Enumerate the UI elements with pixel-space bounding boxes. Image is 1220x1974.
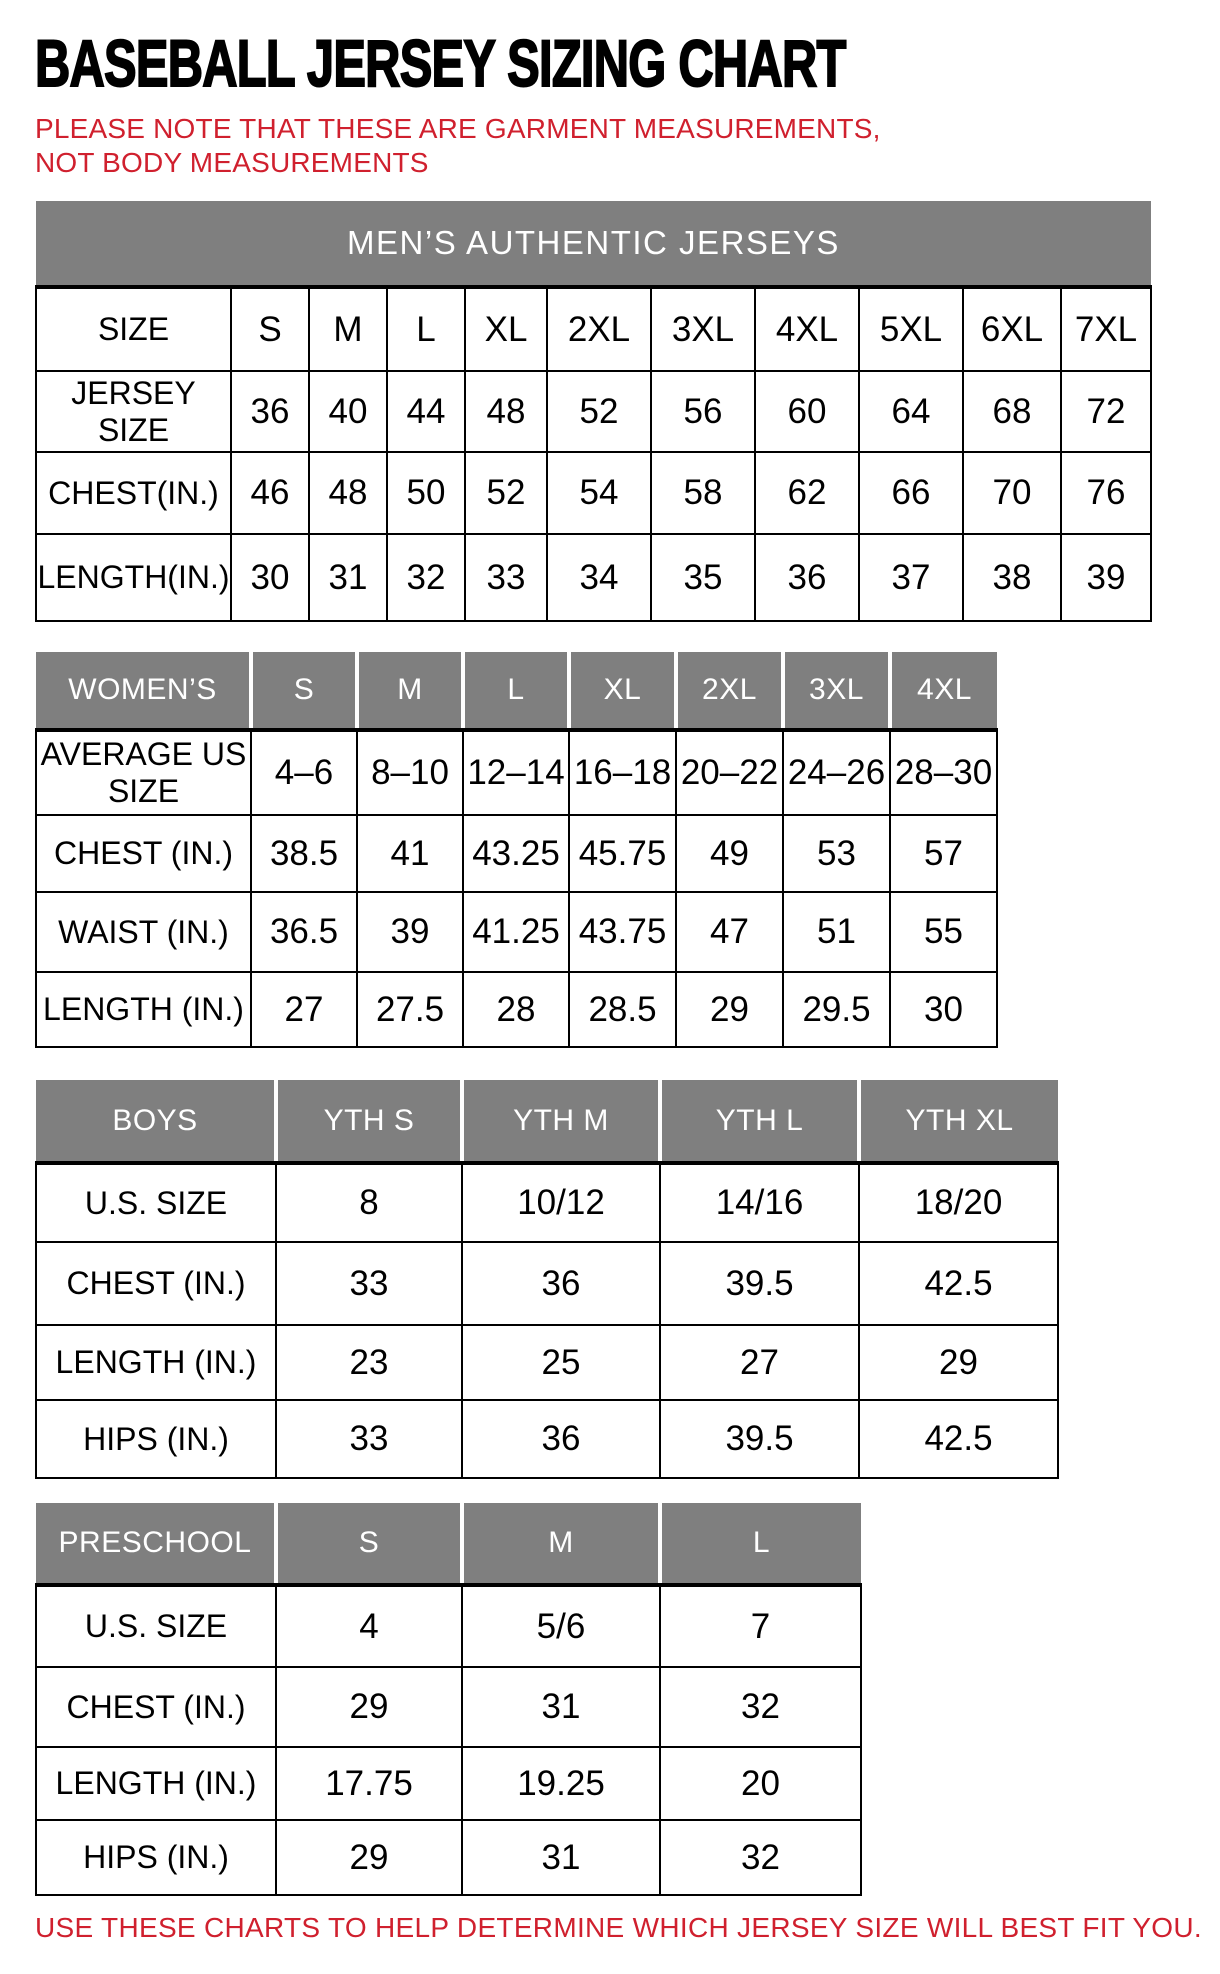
cell: 3XL [651,287,755,371]
cell: 38.5 [251,815,357,892]
column-header: BOYS [36,1080,276,1163]
cell: 29 [276,1820,462,1895]
table-row [36,1585,861,1667]
table-header-row [36,1503,861,1585]
fit-advice-note: USE THESE CHARTS TO HELP DETERMINE WHICH JERSEY SIZE WILL BEST FIT YOU. [35,1912,1202,1944]
cell: 14/16 [660,1163,859,1242]
cell: 31 [462,1820,660,1895]
cell: 46 [231,452,309,534]
cell: 33 [465,534,547,621]
cell: 16–18 [569,730,676,815]
table-row [36,1820,861,1895]
cell: 4–6 [251,730,357,815]
cell: 47 [676,892,783,972]
cell: 42.5 [859,1400,1058,1478]
cell: 36 [462,1242,660,1325]
table-row [36,730,997,815]
cell: S [231,287,309,371]
cell: L [387,287,465,371]
row-label: JERSEY SIZE [36,371,231,452]
cell: 72 [1061,371,1151,452]
cell: 35 [651,534,755,621]
table-row [36,1163,1058,1242]
cell: 56 [651,371,755,452]
cell: 19.25 [462,1747,660,1820]
row-label: SIZE [36,287,231,371]
cell: 64 [859,371,963,452]
cell: 43.75 [569,892,676,972]
column-header: PRESCHOOL [36,1503,276,1585]
womens-sizing-table [35,652,998,1048]
cell: 52 [547,371,651,452]
cell: 30 [890,972,997,1047]
cell: 39 [357,892,463,972]
cell: 52 [465,452,547,534]
column-header: S [251,652,357,730]
garment-measurements-note: PLEASE NOTE THAT THESE ARE GARMENT MEASUREMENTS, NOT BODY MEASUREMENTS [35,113,881,178]
cell: 43.25 [463,815,569,892]
cell: 36 [755,534,859,621]
cell: M [309,287,387,371]
cell: 30 [231,534,309,621]
row-label: WAIST (IN.) [36,892,251,972]
cell: 38 [963,534,1061,621]
boys-sizing-table [35,1080,1059,1479]
table-header-row [36,652,997,730]
cell: 7 [660,1585,861,1667]
cell: 29.5 [783,972,890,1047]
column-header: 2XL [676,652,783,730]
row-label: LENGTH (IN.) [36,1747,276,1820]
table-header-row [36,201,1151,287]
cell: 29 [676,972,783,1047]
preschool-sizing-table [35,1503,862,1896]
table-row [36,1325,1058,1400]
cell: 60 [755,371,859,452]
cell: 44 [387,371,465,452]
table-row [36,892,997,972]
cell: 51 [783,892,890,972]
cell: 32 [660,1667,861,1747]
column-header: WOMEN’S [36,652,251,730]
cell: 36 [462,1400,660,1478]
cell: 10/12 [462,1163,660,1242]
cell: 49 [676,815,783,892]
cell: 33 [276,1400,462,1478]
cell: 66 [859,452,963,534]
table-row [36,815,997,892]
cell: 32 [660,1820,861,1895]
cell: 39.5 [660,1400,859,1478]
row-label: CHEST(IN.) [36,452,231,534]
column-header: YTH L [660,1080,859,1163]
cell: 27 [251,972,357,1047]
cell: 20–22 [676,730,783,815]
row-label: U.S. SIZE [36,1163,276,1242]
cell: 31 [309,534,387,621]
cell: 50 [387,452,465,534]
cell: 48 [309,452,387,534]
cell: 36 [231,371,309,452]
cell: XL [465,287,547,371]
column-header: S [276,1503,462,1585]
cell: 36.5 [251,892,357,972]
row-label: CHEST (IN.) [36,1242,276,1325]
cell: 5XL [859,287,963,371]
cell: 45.75 [569,815,676,892]
column-header: M [462,1503,660,1585]
cell: 54 [547,452,651,534]
page-title: BASEBALL JERSEY SIZING CHART [35,26,846,100]
mens-sizing-table [35,201,1152,622]
cell: 17.75 [276,1747,462,1820]
cell: 6XL [963,287,1061,371]
cell: 27 [660,1325,859,1400]
cell: 28–30 [890,730,997,815]
cell: 4XL [755,287,859,371]
cell: 20 [660,1747,861,1820]
table-row [36,371,1151,452]
table-row [36,534,1151,621]
cell: 68 [963,371,1061,452]
cell: 32 [387,534,465,621]
table-row [36,452,1151,534]
cell: 29 [859,1325,1058,1400]
cell: 39.5 [660,1242,859,1325]
cell: 2XL [547,287,651,371]
cell: 4 [276,1585,462,1667]
cell: 27.5 [357,972,463,1047]
row-label: LENGTH (IN.) [36,972,251,1047]
table-row [36,1242,1058,1325]
table-row [36,287,1151,371]
table-row [36,1747,861,1820]
column-header: 4XL [890,652,997,730]
cell: 18/20 [859,1163,1058,1242]
cell: 62 [755,452,859,534]
cell: 48 [465,371,547,452]
cell: 41.25 [463,892,569,972]
row-label: CHEST (IN.) [36,1667,276,1747]
cell: 55 [890,892,997,972]
cell: 37 [859,534,963,621]
column-header: 3XL [783,652,890,730]
cell: 5/6 [462,1585,660,1667]
cell: 28.5 [569,972,676,1047]
table-row [36,972,997,1047]
column-header: YTH S [276,1080,462,1163]
mens-table-title: MEN’S AUTHENTIC JERSEYS [36,201,1151,287]
cell: 7XL [1061,287,1151,371]
cell: 8–10 [357,730,463,815]
cell: 23 [276,1325,462,1400]
row-label: LENGTH(IN.) [36,534,231,621]
cell: 42.5 [859,1242,1058,1325]
column-header: YTH XL [859,1080,1058,1163]
table-row [36,1400,1058,1478]
cell: 39 [1061,534,1151,621]
column-header: L [660,1503,861,1585]
cell: 34 [547,534,651,621]
column-header: YTH M [462,1080,660,1163]
cell: 41 [357,815,463,892]
row-label: LENGTH (IN.) [36,1325,276,1400]
row-label: HIPS (IN.) [36,1820,276,1895]
table-row [36,1667,861,1747]
cell: 40 [309,371,387,452]
cell: 33 [276,1242,462,1325]
row-label: CHEST (IN.) [36,815,251,892]
cell: 31 [462,1667,660,1747]
cell: 57 [890,815,997,892]
cell: 58 [651,452,755,534]
column-header: XL [569,652,676,730]
column-header: M [357,652,463,730]
cell: 53 [783,815,890,892]
row-label: U.S. SIZE [36,1585,276,1667]
cell: 28 [463,972,569,1047]
row-label: AVERAGE US SIZE [36,730,251,815]
cell: 8 [276,1163,462,1242]
cell: 29 [276,1667,462,1747]
cell: 70 [963,452,1061,534]
cell: 25 [462,1325,660,1400]
cell: 76 [1061,452,1151,534]
row-label: HIPS (IN.) [36,1400,276,1478]
cell: 12–14 [463,730,569,815]
cell: 24–26 [783,730,890,815]
column-header: L [463,652,569,730]
table-header-row [36,1080,1058,1163]
